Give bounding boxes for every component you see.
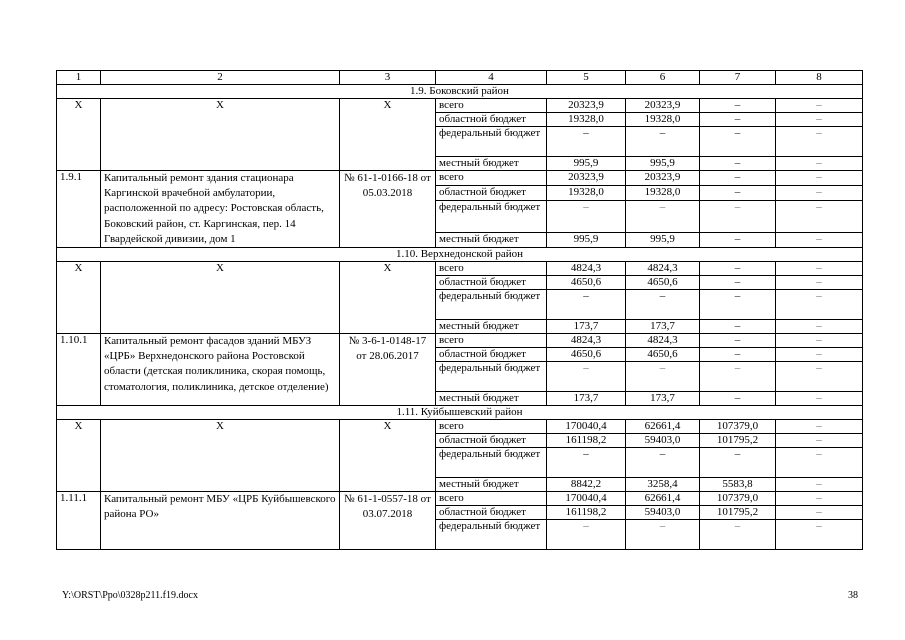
value-cell: 4824,3 bbox=[626, 262, 700, 276]
item-row bbox=[57, 492, 863, 506]
value-cell: – bbox=[700, 520, 776, 550]
value-cell: – bbox=[776, 185, 863, 200]
summary-row bbox=[57, 262, 863, 276]
value-cell: 20323,9 bbox=[626, 99, 700, 113]
value-cell: 107379,0 bbox=[700, 420, 776, 434]
budget-label: всего bbox=[436, 99, 547, 113]
value-cell: – bbox=[700, 334, 776, 348]
budget-label: местный бюджет bbox=[436, 157, 547, 171]
value-cell: 173,7 bbox=[547, 320, 626, 334]
value-cell: – bbox=[626, 448, 700, 478]
column-header: 7 bbox=[700, 71, 776, 85]
value-cell: 20323,9 bbox=[547, 99, 626, 113]
budget-label: областной бюджет bbox=[436, 348, 547, 362]
value-cell: 4650,6 bbox=[547, 348, 626, 362]
value-cell: 3258,4 bbox=[626, 478, 700, 492]
value-cell: – bbox=[776, 434, 863, 448]
value-cell: 170040,4 bbox=[547, 420, 626, 434]
budget-label: федеральный бюджет bbox=[436, 362, 547, 392]
value-cell: – bbox=[776, 127, 863, 157]
value-cell: – bbox=[700, 448, 776, 478]
value-cell: – bbox=[547, 127, 626, 157]
column-header: 4 bbox=[436, 71, 547, 85]
value-cell: 995,9 bbox=[547, 233, 626, 248]
value-cell: 4824,3 bbox=[547, 262, 626, 276]
budget-label: всего bbox=[436, 420, 547, 434]
value-cell: – bbox=[700, 320, 776, 334]
value-cell: 19328,0 bbox=[547, 113, 626, 127]
page-number: 38 bbox=[848, 590, 858, 601]
budget-label: областной бюджет bbox=[436, 113, 547, 127]
value-cell: – bbox=[776, 478, 863, 492]
value-cell: – bbox=[776, 506, 863, 520]
section-title: 1.9. Боковский район bbox=[57, 85, 863, 99]
budget-label: областной бюджет bbox=[436, 276, 547, 290]
value-cell: – bbox=[776, 448, 863, 478]
value-cell: – bbox=[776, 262, 863, 276]
budget-table bbox=[56, 70, 863, 550]
value-cell: 5583,8 bbox=[700, 478, 776, 492]
item-document: № 61-1-0557-18 от 03.07.2018 bbox=[340, 492, 436, 550]
item-description: Капитальный ремонт фасадов зданий МБУЗ «ЦРБ» Верхнедонского района Ростовской области (детская поликлиника, скорая помощь, стоматология, поликлиника, детское отделение) bbox=[101, 334, 340, 406]
section-header-row bbox=[57, 248, 863, 262]
value-cell: – bbox=[547, 290, 626, 320]
budget-label: местный бюджет bbox=[436, 320, 547, 334]
budget-label: федеральный бюджет bbox=[436, 127, 547, 157]
x-cell: Х bbox=[57, 99, 101, 171]
value-cell: – bbox=[700, 290, 776, 320]
budget-label: федеральный бюджет bbox=[436, 520, 547, 550]
value-cell: 20323,9 bbox=[626, 171, 700, 186]
x-cell: Х bbox=[340, 262, 436, 334]
value-cell: 170040,4 bbox=[547, 492, 626, 506]
value-cell: – bbox=[700, 113, 776, 127]
value-cell: 19328,0 bbox=[626, 185, 700, 200]
budget-label: всего bbox=[436, 334, 547, 348]
summary-row bbox=[57, 420, 863, 434]
value-cell: – bbox=[776, 362, 863, 392]
value-cell: 101795,2 bbox=[700, 506, 776, 520]
value-cell: – bbox=[626, 200, 700, 232]
value-cell: – bbox=[700, 233, 776, 248]
value-cell: – bbox=[700, 185, 776, 200]
value-cell: 4650,6 bbox=[626, 276, 700, 290]
value-cell: 995,9 bbox=[547, 157, 626, 171]
budget-label: всего bbox=[436, 262, 547, 276]
value-cell: – bbox=[776, 200, 863, 232]
table-body bbox=[57, 71, 863, 550]
value-cell: – bbox=[626, 290, 700, 320]
value-cell: 161198,2 bbox=[547, 506, 626, 520]
value-cell: 4650,6 bbox=[547, 276, 626, 290]
value-cell: – bbox=[700, 99, 776, 113]
value-cell: 173,7 bbox=[547, 392, 626, 406]
budget-label: федеральный бюджет bbox=[436, 448, 547, 478]
item-row bbox=[57, 171, 863, 186]
value-cell: – bbox=[776, 520, 863, 550]
value-cell: – bbox=[776, 320, 863, 334]
value-cell: – bbox=[776, 492, 863, 506]
value-cell: – bbox=[776, 233, 863, 248]
value-cell: 161198,2 bbox=[547, 434, 626, 448]
value-cell: 4650,6 bbox=[626, 348, 700, 362]
item-row bbox=[57, 334, 863, 348]
value-cell: 62661,4 bbox=[626, 420, 700, 434]
value-cell: – bbox=[776, 348, 863, 362]
item-document: № 61-1-0166-18 от 05.03.2018 bbox=[340, 171, 436, 248]
section-title: 1.10. Верхнедонской район bbox=[57, 248, 863, 262]
value-cell: 59403,0 bbox=[626, 434, 700, 448]
footer-file-path: Y:\ORST\Ppo\0328p211.f19.docx bbox=[62, 590, 198, 601]
value-cell: – bbox=[700, 200, 776, 232]
item-description: Капитальный ремонт МБУ «ЦРБ Куйбышевского района РО» bbox=[101, 492, 340, 550]
column-header: 3 bbox=[340, 71, 436, 85]
item-number: 1.10.1 bbox=[57, 334, 101, 406]
budget-label: местный бюджет bbox=[436, 392, 547, 406]
budget-label: федеральный бюджет bbox=[436, 200, 547, 232]
value-cell: – bbox=[700, 171, 776, 186]
column-header: 8 bbox=[776, 71, 863, 85]
budget-label: местный бюджет bbox=[436, 233, 547, 248]
value-cell: – bbox=[700, 276, 776, 290]
x-cell: Х bbox=[101, 262, 340, 334]
value-cell: – bbox=[776, 420, 863, 434]
value-cell: – bbox=[700, 392, 776, 406]
value-cell: 4824,3 bbox=[626, 334, 700, 348]
value-cell: 995,9 bbox=[626, 233, 700, 248]
value-cell: 20323,9 bbox=[547, 171, 626, 186]
column-header: 1 bbox=[57, 71, 101, 85]
value-cell: – bbox=[626, 127, 700, 157]
budget-label: всего bbox=[436, 492, 547, 506]
value-cell: – bbox=[776, 290, 863, 320]
column-header: 2 bbox=[101, 71, 340, 85]
value-cell: 59403,0 bbox=[626, 506, 700, 520]
budget-label: федеральный бюджет bbox=[436, 290, 547, 320]
item-number: 1.11.1 bbox=[57, 492, 101, 550]
value-cell: – bbox=[776, 276, 863, 290]
value-cell: 995,9 bbox=[626, 157, 700, 171]
item-document: № 3-6-1-0148-17 от 28.06.2017 bbox=[340, 334, 436, 406]
value-cell: 19328,0 bbox=[626, 113, 700, 127]
budget-label: областной бюджет bbox=[436, 185, 547, 200]
value-cell: 8842,2 bbox=[547, 478, 626, 492]
value-cell: 4824,3 bbox=[547, 334, 626, 348]
value-cell: – bbox=[776, 171, 863, 186]
value-cell: – bbox=[626, 362, 700, 392]
section-header-row bbox=[57, 406, 863, 420]
value-cell: 62661,4 bbox=[626, 492, 700, 506]
value-cell: 19328,0 bbox=[547, 185, 626, 200]
summary-row bbox=[57, 99, 863, 113]
section-header-row bbox=[57, 85, 863, 99]
value-cell: – bbox=[776, 113, 863, 127]
x-cell: Х bbox=[57, 262, 101, 334]
value-cell: – bbox=[547, 362, 626, 392]
value-cell: – bbox=[547, 448, 626, 478]
x-cell: Х bbox=[101, 99, 340, 171]
budget-label: областной бюджет bbox=[436, 434, 547, 448]
column-header: 5 bbox=[547, 71, 626, 85]
value-cell: – bbox=[700, 348, 776, 362]
value-cell: – bbox=[776, 334, 863, 348]
column-header: 6 bbox=[626, 71, 700, 85]
budget-label: местный бюджет bbox=[436, 478, 547, 492]
section-title: 1.11. Куйбышевский район bbox=[57, 406, 863, 420]
value-cell: 173,7 bbox=[626, 392, 700, 406]
x-cell: Х bbox=[101, 420, 340, 492]
value-cell: – bbox=[700, 262, 776, 276]
column-header-row bbox=[57, 71, 863, 85]
x-cell: Х bbox=[340, 420, 436, 492]
x-cell: Х bbox=[340, 99, 436, 171]
value-cell: – bbox=[547, 200, 626, 232]
budget-label: всего bbox=[436, 171, 547, 186]
value-cell: – bbox=[776, 157, 863, 171]
value-cell: – bbox=[700, 127, 776, 157]
value-cell: 101795,2 bbox=[700, 434, 776, 448]
value-cell: – bbox=[776, 392, 863, 406]
value-cell: – bbox=[547, 520, 626, 550]
value-cell: 107379,0 bbox=[700, 492, 776, 506]
item-description: Капитальный ремонт здания стационара Каргинской врачебной амбулатории, расположенной по адресу: Ростовская область, Боковский район, ст. Каргинская, пер. 14 Гвардейской дивизии, дом 1 bbox=[101, 171, 340, 248]
item-number: 1.9.1 bbox=[57, 171, 101, 248]
budget-label: областной бюджет bbox=[436, 506, 547, 520]
value-cell: – bbox=[776, 99, 863, 113]
value-cell: 173,7 bbox=[626, 320, 700, 334]
value-cell: – bbox=[700, 157, 776, 171]
value-cell: – bbox=[700, 362, 776, 392]
x-cell: Х bbox=[57, 420, 101, 492]
value-cell: – bbox=[626, 520, 700, 550]
